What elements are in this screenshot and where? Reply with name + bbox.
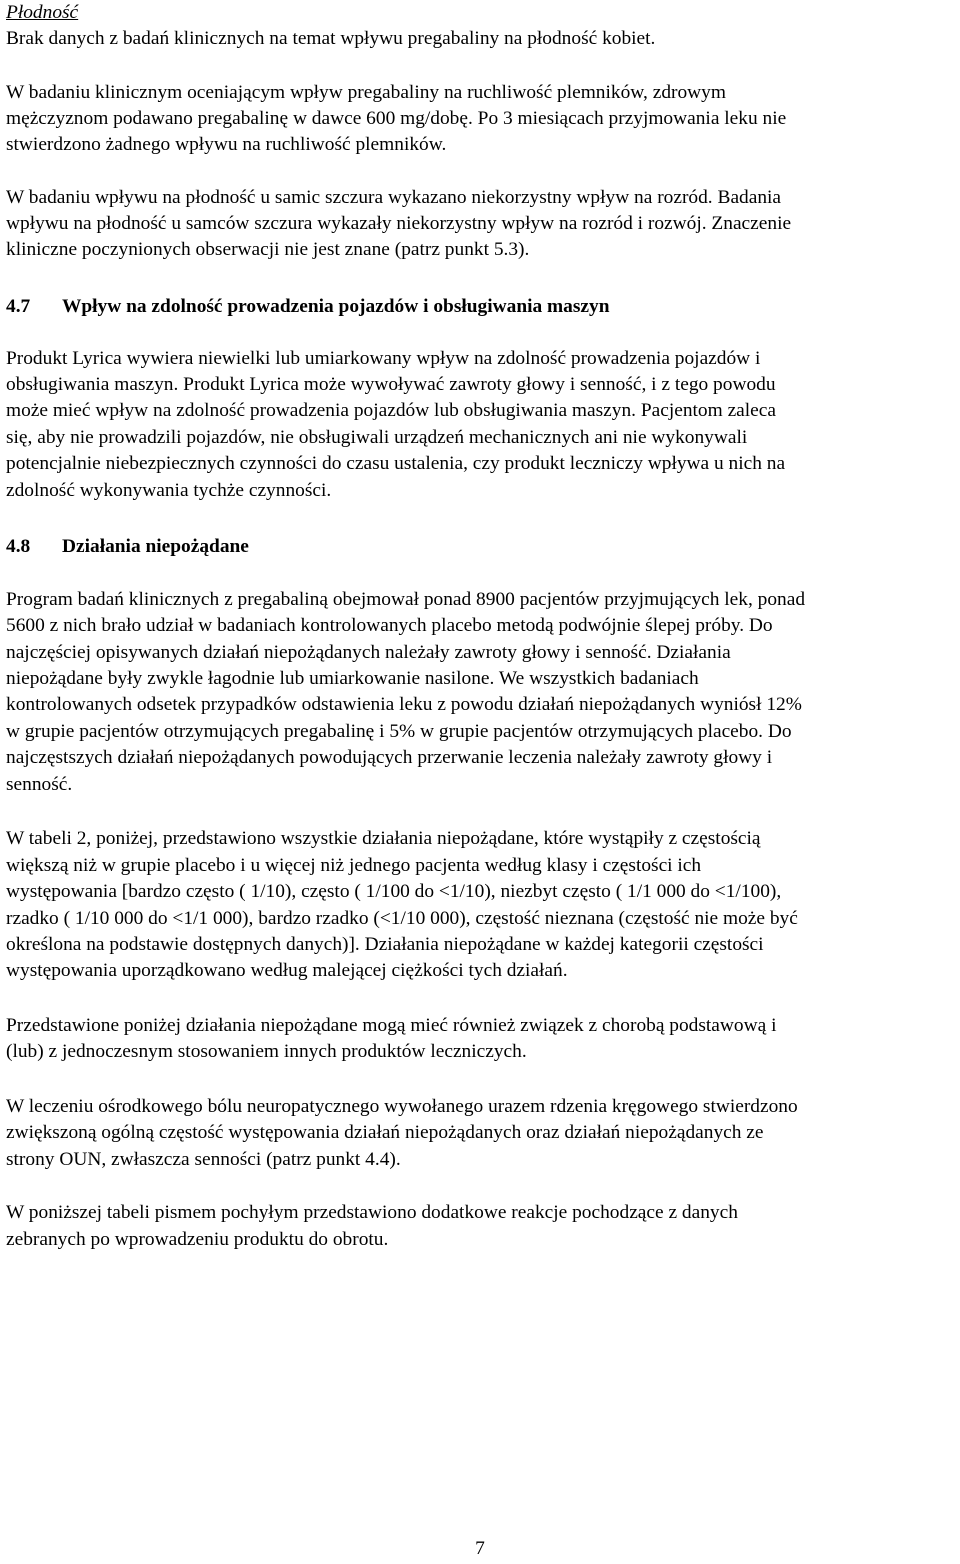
section-4-7-line: obsługiwania maszyn. Produkt Lyrica może wywoływać zawroty głowy i senność, i z tego powodu: [6, 374, 776, 395]
paragraph-line: (lub) z jednoczesnym stosowaniem innych produktów leczniczych.: [6, 1041, 527, 1062]
section-4-7-line: potencjalnie niebezpiecznych czynności do czasu ustalenia, czy produkt leczniczy wpływa u nich na: [6, 453, 786, 474]
fertility-line: mężczyznom podawano pregabalinę w dawce 600 mg/dobę. Po 3 miesiącach przyjmowania leku nie: [6, 108, 787, 129]
paragraph-line: najczęściej opisywanych działań niepożądanych należały zawroty głowy i senność. Działania: [6, 642, 731, 663]
fertility-line: kliniczne poczynionych obserwacji nie jest znane (patrz punkt 5.3).: [6, 239, 530, 260]
paragraph-line: w grupie pacjentów otrzymujących pregabalinę i 5% w grupie pacjentów otrzymujących placebo. Do: [6, 721, 792, 742]
section-4-7-line: zdolność wykonywania tychże czynności.: [6, 480, 332, 501]
fertility-line: W badaniu wpływu na płodność u samic szczura wykazano niekorzystny wpływ na rozród. Badania: [6, 187, 782, 208]
paragraph-line: W poniższej tabeli pismem pochyłym przedstawiono dodatkowe reakcje pochodzące z danych: [6, 1202, 738, 1223]
paragraph-line: niepożądane były zwykle łagodnie lub umiarkowanie nasilone. We wszystkich badaniach: [6, 668, 699, 689]
fertility-heading: Płodność: [6, 2, 79, 23]
section-title: Wpływ na zdolność prowadzenia pojazdów i obsługiwania maszyn: [62, 296, 610, 317]
fertility-line: Brak danych z badań klinicznych na temat wpływu pregabaliny na płodność kobiet.: [6, 28, 656, 49]
paragraph-line: rzadko ( 1/10 000 do <1/1 000), bardzo rzadko (<1/10 000), częstość nieznana (częstość nie może być: [6, 908, 798, 929]
paragraph-line: większą niż w grupie placebo i u więcej niż jednego pacjenta według klasy i częstości ich: [6, 855, 702, 876]
paragraph-line: 5600 z nich brało udział w badaniach kontrolowanych placebo metodą podwójnie ślepej próby. Do: [6, 615, 773, 636]
paragraph-line: występowania uporządkowano według malejącej ciężkości tych działań.: [6, 960, 568, 981]
paragraph-line: zwiększoną ogólną częstość występowania działań niepożądanych oraz działań niepożądanych ze: [6, 1122, 764, 1143]
paragraph-line: senność.: [6, 774, 73, 795]
paragraph-line: określona na podstawie dostępnych danych)]. Działania niepożądane w każdej kategorii częstości: [6, 934, 764, 955]
section-4-7-line: Produkt Lyrica wywiera niewielki lub umiarkowany wpływ na zdolność prowadzenia pojazdów i: [6, 348, 761, 369]
paragraph-line: zebranych po wprowadzeniu produktu do obrotu.: [6, 1229, 389, 1250]
section-4-7-heading: [6, 294, 610, 320]
section-number: 4.7: [6, 296, 31, 317]
fertility-line: W badaniu klinicznym oceniającym wpływ pregabaliny na ruchliwość plemników, zdrowym: [6, 82, 726, 103]
section-4-8-heading: [6, 534, 249, 560]
paragraph-line: Przedstawione poniżej działania niepożądane mogą mieć również związek z chorobą podstawową i: [6, 1015, 777, 1036]
paragraph-line: Program badań klinicznych z pregabaliną obejmował ponad 8900 pacjentów przyjmujących lek, ponad: [6, 589, 806, 610]
paragraph-line: kontrolowanych odsetek przypadków odstawienia leku z powodu działań niepożądanych wyniósł 12%: [6, 694, 802, 715]
paragraph-line: W leczeniu ośrodkowego bólu neuropatycznego wywołanego urazem rdzenia kręgowego stwierdzono: [6, 1096, 798, 1117]
fertility-line: stwierdzono żadnego wpływu na ruchliwość plemników.: [6, 134, 447, 155]
paragraph-line: strony OUN, zwłaszcza senności (patrz punkt 4.4).: [6, 1149, 401, 1170]
paragraph-line: W tabeli 2, poniżej, przedstawiono wszystkie działania niepożądane, które wystąpiły z częstością: [6, 828, 761, 849]
paragraph-line: najczęstszych działań niepożądanych powodujących przerwanie leczenia należały zawroty głowy i: [6, 747, 773, 768]
section-4-7-line: się, aby nie prowadzili pojazdów, nie obsługiwali urządzeń mechanicznych ani nie wykonywali: [6, 427, 748, 448]
fertility-line: wpływu na płodność u samców szczura wykazały niekorzystny wpływ na rozród i rozwój. Znaczenie: [6, 213, 792, 234]
section-title: Działania niepożądane: [62, 536, 249, 557]
section-number: 4.8: [6, 536, 31, 557]
section-4-7-line: może mieć wpływ na zdolność prowadzenia pojazdów lub obsługiwania maszyn. Pacjentom zaleca: [6, 400, 776, 421]
paragraph-line: występowania [bardzo często ( 1/10), często ( 1/100 do <1/10), niezbyt często ( 1/1 000 do <1/100),: [6, 881, 782, 902]
page-number: 7: [475, 1538, 485, 1559]
